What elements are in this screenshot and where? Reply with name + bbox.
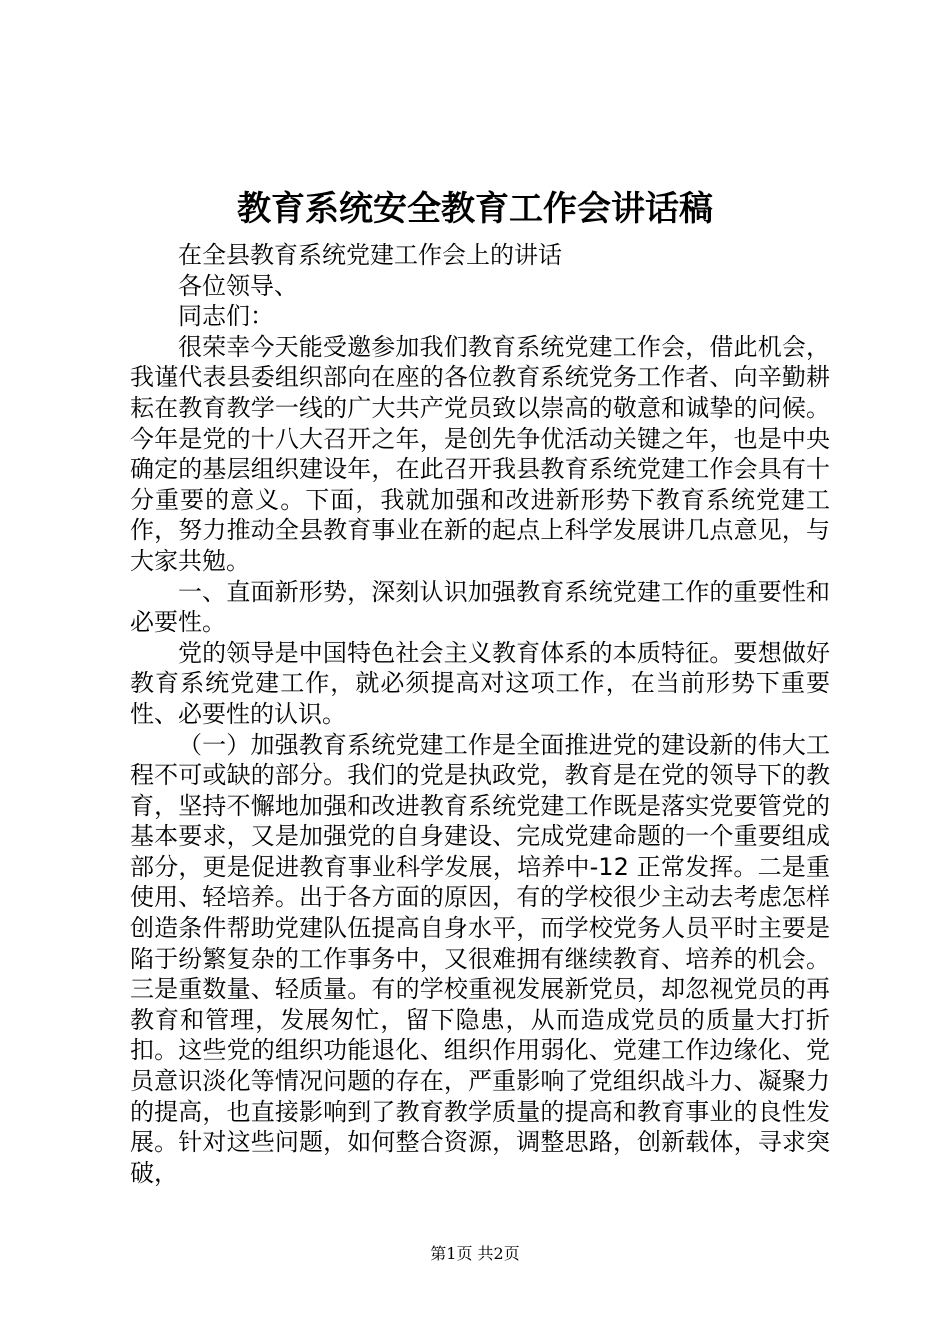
salutation-leaders: 各位领导、 bbox=[178, 271, 298, 300]
paragraph-subsection-one: （一）加强教育系统党建工作是全面推进党的建设新的伟大工程不可或缺的部分。我们的党是执政党，教育是在党的领导下的教育，坚持不懈地加强和改进教育系统党建工作既是落实党要管党的基本要求，又是加强党的自身建设、完成党建命题的一个重要组成部分，更是促进教育事业科学发展，培养中-12 正常发挥。二是重使用、轻培养。出于各方面的原因，有的学校很少主动去考虑怎样创造条件帮助党建队伍提高自身水平，而学校党务人员平时主要是陷于纷繁复杂的工作事务中，又很难拥有继续教育、培养的机会。三是重数量、轻质量。有的学校重视发展新党员，却忽视党员的再教育和管理，发展匆忙，留下隐患，从而造成党员的质量大打折扣。这些党的组织功能退化、组织作用弱化、党建工作边缘化、党员意识淡化等情况问题的存在，严重影响了党组织战斗力、凝聚力的提高，也直接影响到了教育教学质量的提高和教育事业的良性发展。针对这些问题，如何整合资源，调整思路，创新载体，寻求突破， bbox=[130, 730, 830, 1187]
page-number-footer: 第1页 共2页 bbox=[430, 1244, 520, 1263]
speech-heading: 在全县教育系统党建工作会上的讲话 bbox=[178, 241, 562, 269]
section-heading-one: 一、直面新形势，深刻认识加强教育系统党建工作的重要性和必要性。 bbox=[130, 577, 830, 637]
paragraph-opening: 很荣幸今天能受邀参加我们教育系统党建工作会，借此机会，我谨代表县委组织部向在座的各位教育系统党务工作者、向辛勤耕耘在教育教学一线的广大共产党员致以崇高的敬意和诚挚的问候。今年是党的十八大召开之年，是创先争优活动关键之年，也是中央确定的基层组织建设年，在此召开我县教育系统党建工作会具有十分重要的意义。下面，我就加强和改进新形势下教育系统党建工作，努力推动全县教育事业在新的起点上科学发展讲几点意见，与大家共勉。 bbox=[130, 332, 830, 575]
paragraph-party-leadership: 党的领导是中国特色社会主义教育体系的本质特征。要想做好教育系统党建工作，就必须提高对这项工作，在当前形势下重要性、必要性的认识。 bbox=[130, 638, 830, 728]
document-body bbox=[130, 240, 830, 1188]
salutation-comrades: 同志们： bbox=[178, 302, 274, 331]
document-title: 教育系统安全教育工作会讲话稿 bbox=[237, 189, 713, 229]
